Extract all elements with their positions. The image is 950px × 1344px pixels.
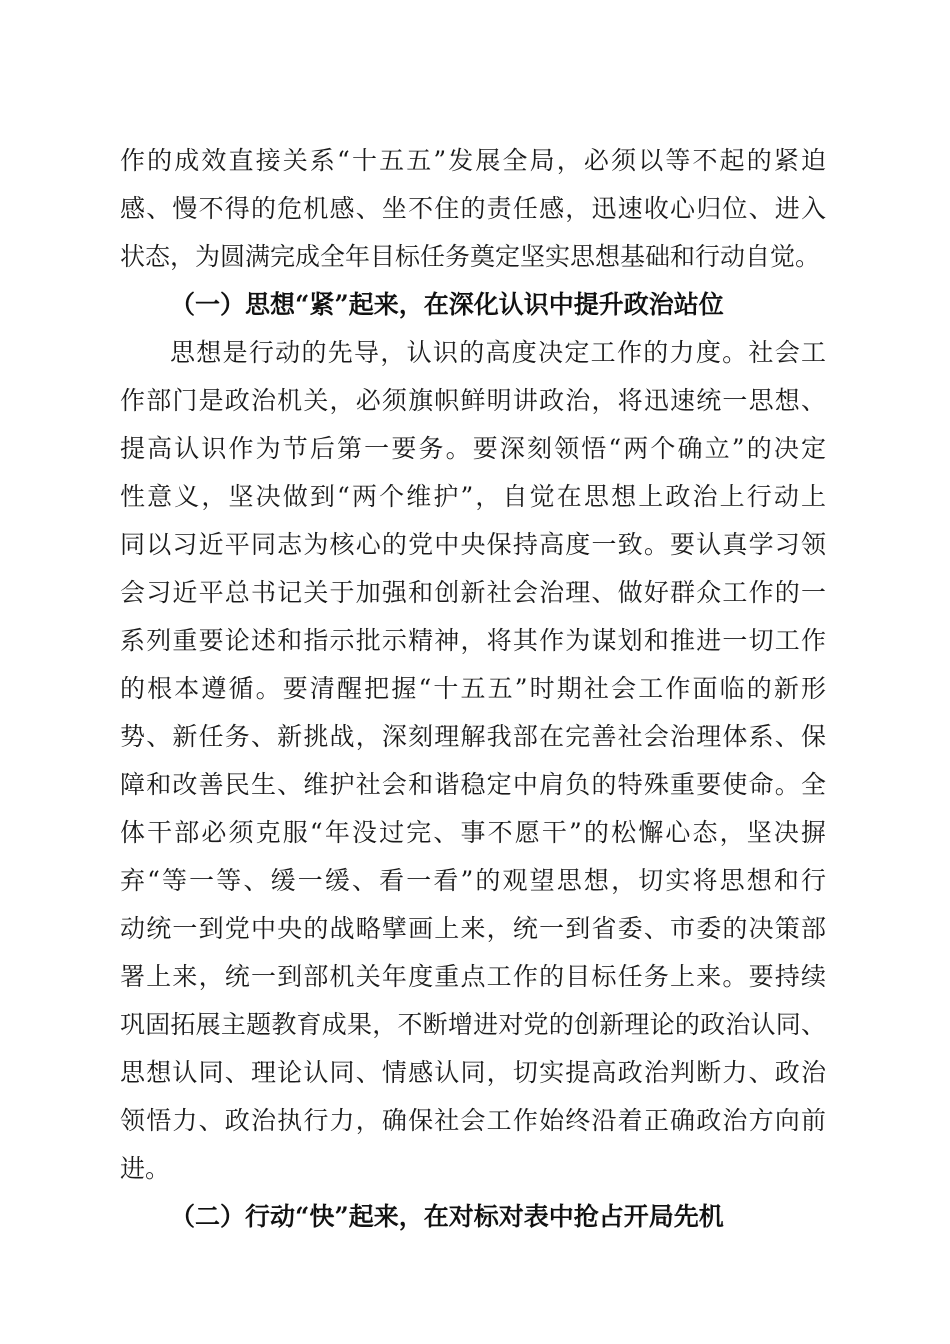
section-1-line-13: 动统一到党中央的战略擘画上来，统一到省委、市委的决策部 — [120, 914, 826, 943]
section-1-line-9: 势、新任务、新挑战，深刻理解我部在完善社会治理体系、保 — [120, 722, 826, 751]
section-1-line-10: 障和改善民生、维护社会和谐稳定中肩负的特殊重要使命。全 — [120, 770, 826, 799]
section-1-line-4: 性意义，坚决做到“两个维护”，自觉在思想上政治上行动上 — [120, 482, 826, 511]
section-1-line-11: 体干部必须克服“年没过完、事不愿干”的松懈心态，坚决摒 — [120, 818, 826, 847]
intro-line-2: 感、慢不得的危机感、坐不住的责任感，迅速收心归位、进入 — [120, 194, 826, 223]
section-1-line-17: 领悟力、政治执行力，确保社会工作始终沿着正确政治方向前 — [120, 1106, 826, 1135]
section-1-line-16: 思想认同、理论认同、情感认同，切实提高政治判断力、政治 — [120, 1058, 826, 1087]
section-1-line-14: 署上来，统一到部机关年度重点工作的目标任务上来。要持续 — [120, 962, 826, 991]
section-1-line-7: 系列重要论述和指示批示精神，将其作为谋划和推进一切工作 — [120, 626, 826, 655]
intro-line-1: 作的成效直接关系“十五五”发展全局，必须以等不起的紧迫 — [120, 146, 826, 175]
intro-line-3: 状态，为圆满完成全年目标任务奠定坚实思想基础和行动自觉。 — [120, 242, 821, 271]
section-1-line-1: 思想是行动的先导，认识的高度决定工作的力度。社会工 — [170, 338, 826, 367]
section-1-line-2: 作部门是政治机关，必须旗帜鲜明讲政治，将迅速统一思想、 — [120, 386, 826, 415]
section-1-line-5: 同以习近平同志为核心的党中央保持高度一致。要认真学习领 — [120, 530, 826, 559]
section-1-heading: （一）思想“紧”起来，在深化认识中提升政治站位 — [170, 290, 724, 319]
section-1-line-8: 的根本遵循。要清醒把握“十五五”时期社会工作面临的新形 — [120, 674, 826, 703]
section-1-line-12: 弃“等一等、缓一缓、看一看”的观望思想，切实将思想和行 — [120, 866, 826, 895]
section-1-line-6: 会习近平总书记关于加强和创新社会治理、做好群众工作的一 — [120, 578, 826, 607]
section-1-line-15: 巩固拓展主题教育成果，不断增进对党的创新理论的政治认同、 — [120, 1010, 826, 1039]
section-1-line-18: 进。 — [120, 1154, 171, 1183]
section-2-heading: （二）行动“快”起来，在对标对表中抢占开局先机 — [170, 1202, 724, 1231]
section-1-line-3: 提高认识作为节后第一要务。要深刻领悟“两个确立”的决定 — [120, 434, 826, 463]
